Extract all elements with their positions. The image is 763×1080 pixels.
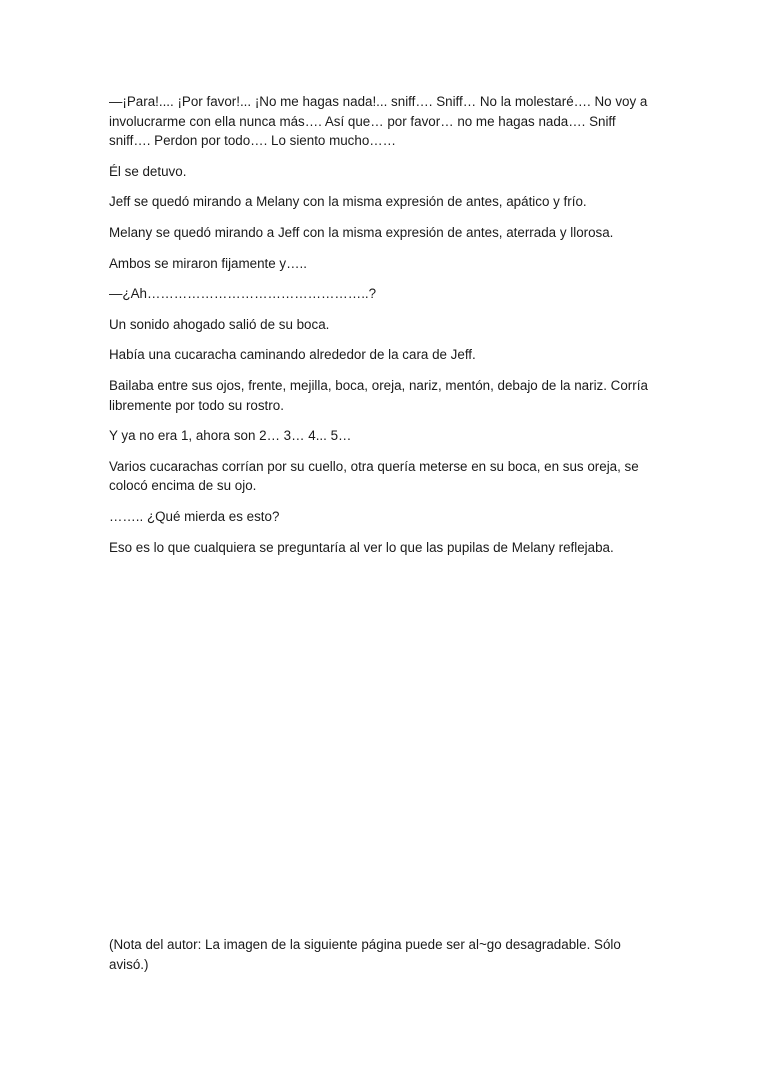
paragraph-many-cockroaches: Varios cucarachas corrían por su cuello, otra quería meterse en su boca, en sus oreja, se colocó encima de su ojo.	[109, 458, 639, 494]
paragraph-counting: Y ya no era 1, ahora son 2… 3… 4... 5…	[109, 428, 352, 444]
author-note: (Nota del autor: La imagen de la siguiente página puede ser al~go desagradable. Sólo avisó.)	[109, 937, 621, 972]
paragraph-dancing: Bailaba entre sus ojos, frente, mejilla, boca, oreja, nariz, mentón, debajo de la nariz. Corría libremente por todo su rostro.	[109, 377, 648, 413]
story-text	[109, 92, 657, 568]
paragraph-cockroach: Había una cucaracha caminando alrededor de la cara de Jeff.	[109, 347, 476, 363]
paragraph-what: …….. ¿Qué mierda es esto?	[109, 508, 280, 524]
paragraph-stopped: Él se detuvo.	[109, 163, 187, 179]
paragraph-ah: —¿Ah…………………………………………..?	[109, 286, 377, 302]
paragraph-melany-stare: Melany se quedó mirando a Jeff con la misma expresión de antes, aterrada y llorosa.	[109, 224, 614, 240]
paragraph-sound: Un sonido ahogado salió de su boca.	[109, 316, 330, 332]
paragraph-jeff-stare: Jeff se quedó mirando a Melany con la misma expresión de antes, apático y frío.	[109, 194, 587, 210]
paragraph-both-stare: Ambos se miraron fijamente y…..	[109, 255, 307, 271]
paragraph-reflection: Eso es lo que cualquiera se preguntaría al ver lo que las pupilas de Melany reflejaba.	[109, 539, 614, 555]
paragraph-plea: —¡Para!.... ¡Por favor!... ¡No me hagas nada!... sniff…. Sniff… No la molestaré…. No voy a involucrarme con ella nunca más…. Así que… por favor… no me hagas nada…. Sniff sniff…. Perdon por todo…. Lo siento mucho……	[109, 94, 648, 149]
